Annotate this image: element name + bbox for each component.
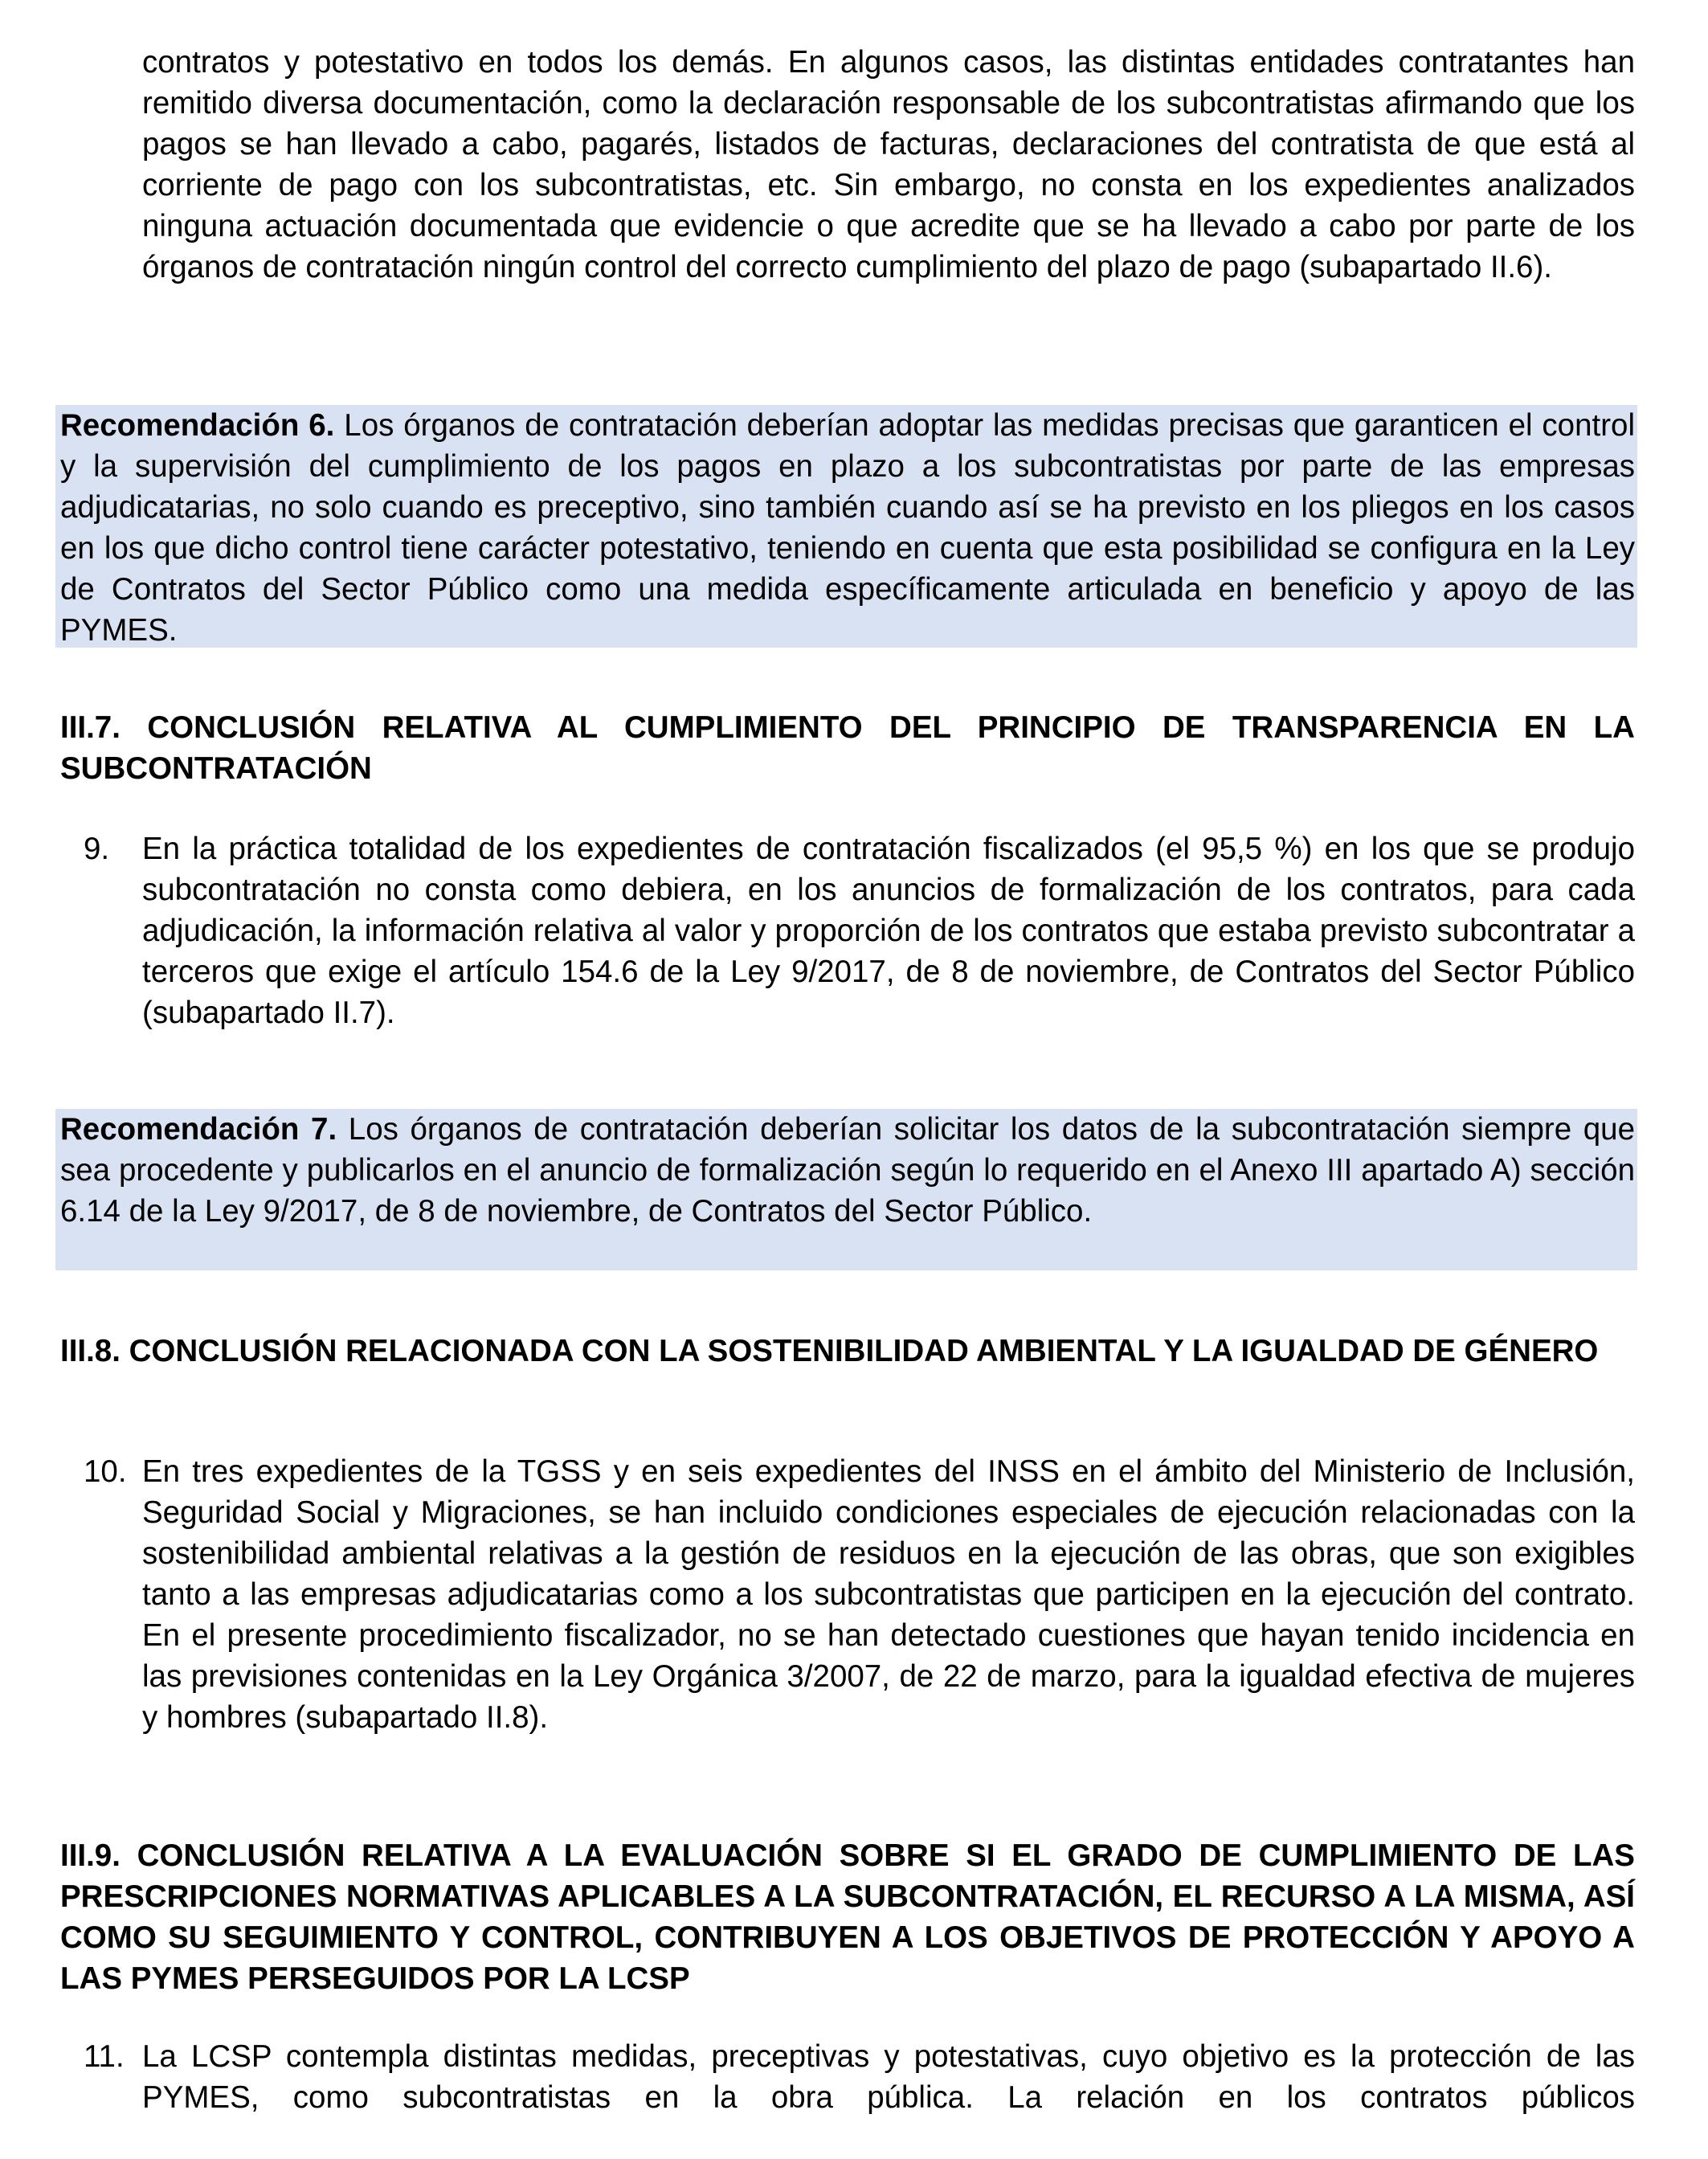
recommendation-7-text: Los órganos de contratación deberían solicitar los datos de la subcontratación siempre que sea procedente y publicarlos en el anuncio de formalización según lo requerido en el Anexo III apartado A) sección 6.14 de la Ley 9/2017, de 8 de noviembre, de Contratos del Sector Público. xyxy=(60,1112,1635,1229)
list-item-10-text: En tres expedientes de la TGSS y en seis expedientes del INSS en el ámbito del Ministerio de Inclusión, Seguridad Social y Migraciones, se han incluido condiciones especiales de ejecución relacionadas con la sostenibilidad ambiental relativas a la gestión de residuos en la ejecución de las obras, que son exigibles tanto a las empresas adjudicatarias como a los subcontratistas que participen en la ejecución del contrato. En el presente procedimiento fiscalizador, no se han detectado cuestiones que hayan tenido incidencia en las previsiones contenidas en la Ley Orgánica 3/2007, de 22 de marzo, para la igualdad efectiva de mujeres y hombres (subapartado II.8). xyxy=(142,1454,1635,1735)
recommendation-6-box xyxy=(55,405,1637,648)
section-heading-III-8: III.8. CONCLUSIÓN RELACIONADA CON LA SOSTENIBILIDAD AMBIENTAL Y LA IGUALDAD DE GÉNERO xyxy=(60,1334,1599,1368)
recommendation-7-label: Recomendación 7. xyxy=(60,1112,337,1147)
list-item-11-text: La LCSP contempla distintas medidas, preceptivas y potestativas, cuyo objetivo es la protección de las PYMES, como subcontratistas en la obra pública. La relación en los contratos públicos xyxy=(142,2039,1635,2115)
list-item-number-9: 9. xyxy=(84,832,110,866)
list-item-number-11: 11. xyxy=(84,2039,125,2074)
recommendation-6-label: Recomendación 6. xyxy=(60,408,335,443)
recommendation-6-text: Los órganos de contratación deberían adoptar las medidas precisas que garanticen el control y la supervisión del cumplimiento de los pagos en plazo a los subcontratistas por parte de las empresas adjudicatarias, no solo cuando es preceptivo, sino también cuando así se ha previsto en los pliegos en los casos en los que dicho control tiene carácter potestativo, teniendo en cuenta que esta posibilidad se configura en la Ley de Contratos del Sector Público como una medida específicamente articulada en beneficio y apoyo de las PYMES. xyxy=(60,408,1635,648)
list-item-number-10: 10. xyxy=(84,1454,127,1489)
recommendation-6-paragraph xyxy=(55,405,1635,651)
recommendation-7-paragraph xyxy=(55,1109,1635,1232)
continuation-paragraph: contratos y potestativo en todos los demás. En algunos casos, las distintas entidades contratantes han remitido diversa documentación, como la declaración responsable de los subcontratistas afirmando que los pagos se han llevado a cabo, pagarés, listados de facturas, declaraciones del contratista de que está al corriente de pago con los subcontratistas, etc. Sin embargo, no consta en los expedientes analizados ninguna actuación documentada que evidencie o que acredite que se ha llevado a cabo por parte de los órganos de contratación ningún control del correcto cumplimiento del plazo de pago (subapartado II.6). xyxy=(142,45,1635,284)
list-item-9-text: En la práctica totalidad de los expedientes de contratación fiscalizados (el 95,5 %) en los que se produjo subcontratación no consta como debiera, en los anuncios de formalización de los contratos, para cada adjudicación, la información relativa al valor y proporción de los contratos que estaba previsto subcontratar a terceros que exige el artículo 154.6 de la Ley 9/2017, de 8 de noviembre, de Contratos del Sector Público (subapartado II.7). xyxy=(142,832,1635,1030)
section-heading-III-9: III.9. CONCLUSIÓN RELATIVA A LA EVALUACIÓN SOBRE SI EL GRADO DE CUMPLIMIENTO DE LAS PRESCRIPCIONES NORMATIVAS APLICABLES A LA SUBCONTRATACIÓN, EL RECURSO A LA MISMA, ASÍ COMO SU SEGUIMIENTO Y CONTROL, CONTRIBUYEN A LOS OBJETIVOS DE PROTECCIÓN Y APOYO A LAS PYMES PERSEGUIDOS POR LA LCSP xyxy=(60,1838,1635,1996)
section-heading-III-7: III.7. CONCLUSIÓN RELATIVA AL CUMPLIMIENTO DEL PRINCIPIO DE TRANSPARENCIA EN LA SUBCONTRATACIÓN xyxy=(60,710,1635,786)
recommendation-7-box xyxy=(55,1109,1637,1270)
